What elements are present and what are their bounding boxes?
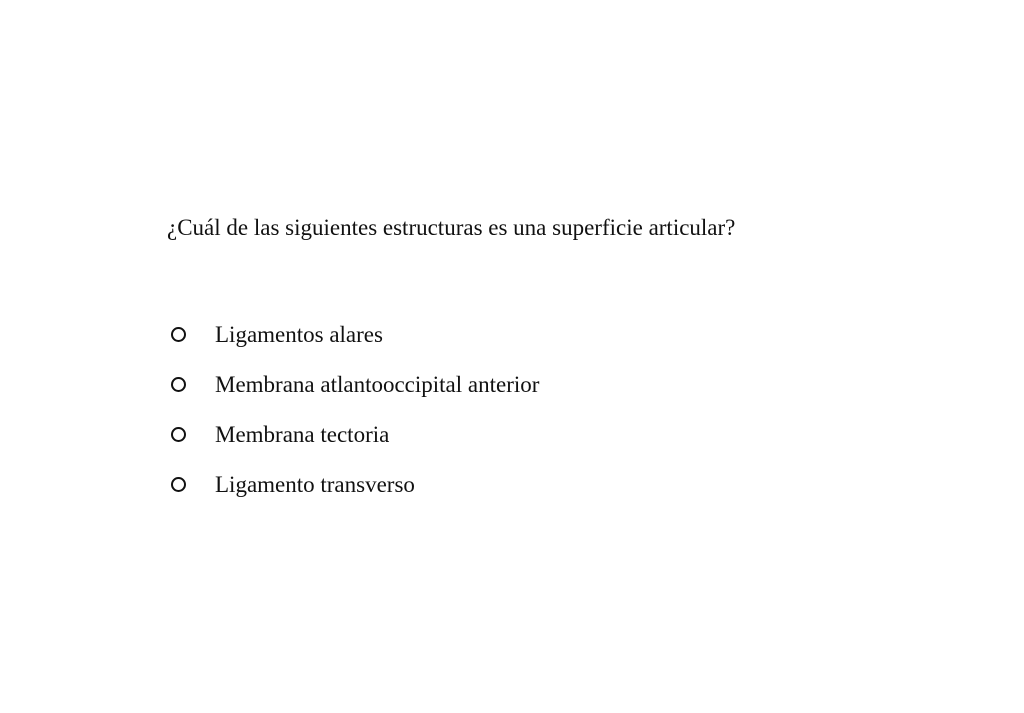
quiz-container	[167, 210, 927, 510]
answer-option-label[interactable]: Membrana tectoria	[215, 422, 390, 447]
radio-button-icon[interactable]	[171, 427, 186, 442]
radio-button-icon[interactable]	[171, 477, 186, 492]
answer-option-label[interactable]: Ligamentos alares	[215, 322, 383, 347]
question-text: ¿Cuál de las siguientes estructuras es una superficie articular?	[167, 215, 736, 240]
radio-button-icon[interactable]	[171, 327, 186, 342]
radio-button-icon[interactable]	[171, 377, 186, 392]
answer-options	[167, 310, 927, 510]
answer-option-2[interactable]	[167, 360, 927, 410]
answer-option-4[interactable]	[167, 460, 927, 510]
answer-option-label[interactable]: Membrana atlantooccipital anterior	[215, 372, 540, 397]
answer-option-3[interactable]	[167, 410, 927, 460]
answer-option-1[interactable]	[167, 310, 927, 360]
answer-option-label[interactable]: Ligamento transverso	[215, 472, 415, 497]
